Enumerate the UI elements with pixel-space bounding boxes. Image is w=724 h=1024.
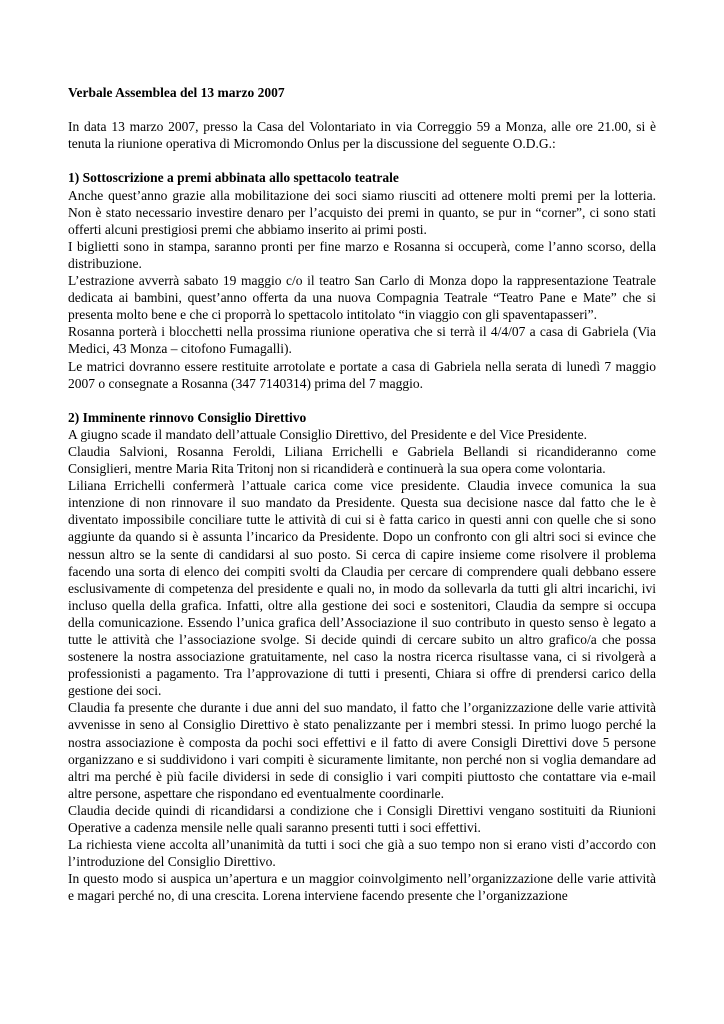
paragraph: In questo modo si auspica un’apertura e un maggior coinvolgimento nell’organizzazione delle varie attività e magari perché no, di una crescita. Lorena interviene facendo presente che l’organizzazione	[68, 871, 656, 904]
paragraph: L’estrazione avverrà sabato 19 maggio c/o il teatro San Carlo di Monza dopo la rappresentazione Teatrale dedicata ai bambini, quest’anno offerta da una nuova Compagnia Teatrale “Teatro Pane e Mate” che si presenta molto bene e che ci proporrà lo spettacolo intitolato “in viaggio con gli spaventapasseri”.	[68, 273, 656, 323]
paragraph: Rosanna porterà i blocchetti nella prossima riunione operativa che si terrà il 4/4/07 a casa di Gabriela (Via Medici, 43 Monza – citofono Fumagalli).	[68, 324, 656, 357]
paragraph: Claudia Salvioni, Rosanna Feroldi, Liliana Errichelli e Gabriela Bellandi si ricandideranno come Consiglieri, mentre Maria Rita Tritonj non si ricandiderà e continuerà la sua opera come volontaria.	[68, 443, 656, 477]
paragraph: Le matrici dovranno essere restituite arrotolate e portate a casa di Gabriela nella serata di lunedì 7 maggio 2007 o consegnate a Rosanna (347 7140314) prima del 7 maggio.	[68, 358, 656, 391]
document-page	[68, 84, 656, 922]
paragraph: I biglietti sono in stampa, saranno pronti per fine marzo e Rosanna si occuperà, come l’anno scorso, della distribuzione.	[68, 238, 656, 271]
paragraph: Anche quest’anno grazie alla mobilitazione dei soci siamo riusciti ad ottenere molti premi per la lotteria. Non è stato necessario investire denaro per l’acquisto dei premi in quanto, se pur in “corner”, ci sono stati offerti alcuni prestigiosi premi che abbiamo inserito ai primi posti.	[68, 187, 656, 237]
intro-paragraph: In data 13 marzo 2007, presso la Casa del Volontariato in via Correggio 59 a Monza, alle ore 21.00, si è tenuta la riunione operativa di Micromondo Onlus per la discussione del seguente O.D.G.:	[68, 119, 656, 152]
paragraph: Liliana Errichelli confermerà l’attuale carica come vice presidente. Claudia invece comunica la sua intenzione di non rinnovare il suo mandato da Presidente. Questa sua decisione nasce dal fatto che le è diventato impossibile conciliare tutte le attività di cui si è fatta carico in questi anni con quelle che si sono aggiunte da quando si è assunta l’incarico da Presidente. Dopo un confronto con gli altri soci si evince che nessun altro se la sente di candidarsi al suo posto. Si cerca di capire insieme come risolvere il problema facendo una sorta di elenco dei compiti svolti da Claudia per cercare di comprendere quali debbano essere esclusivamente di competenza del presidente e quali no, in modo da sollevarla da tutti gli altri incarichi, ivi incluso quella della grafica. Infatti, oltre alla gestione dei soci e sostenitori, Claudia da sempre si occupa della comunicazione. Essendo l’unica grafica dell’Associazione il suo contributo in questo senso è legato a tutte le attività che l’associazione svolge. Si decide quindi di cercare subito un altro grafico/a che possa sostenere la nostra associazione gratuitamente, nel caso la nostra ricerca risultasse vana, ci si rivolgerà a professionisti a pagamento. Tra l’approvazione di tutti i presenti, Chiara si offre di prendersi carico della gestione dei soci.	[68, 478, 656, 699]
section-1	[68, 169, 656, 391]
paragraph: Claudia fa presente che durante i due anni del suo mandato, il fatto che l’organizzazione delle varie attività avvenisse in seno al Consiglio Direttivo è stato penalizzante per i membri stessi. In primo luogo perché la nostra associazione è composta da pochi soci effettivi e il fatto di avere Consigli Direttivi dove 5 persone organizzano e si suddividono i vari compiti è sicuramente limitante, non perché non si voglia demandare ad altri ma perché è più facile dividersi in sede di consiglio i vari compiti piuttosto che contattare via e-mail altre persone, aspettare che rispondano ed eventualmente coordinarle.	[68, 700, 656, 801]
paragraph: La richiesta viene accolta all’unanimità da tutti i soci che già a suo tempo non si erano visti d’accordo con l’introduzione del Consiglio Direttivo.	[68, 837, 656, 870]
section-2	[68, 409, 656, 905]
section-heading: 1) Sottoscrizione a premi abbinata allo spettacolo teatrale	[68, 170, 399, 186]
section-heading: 2) Imminente rinnovo Consiglio Direttivo	[68, 409, 307, 425]
paragraph: Claudia decide quindi di ricandidarsi a condizione che i Consigli Direttivi vengano sostituiti da Riunioni Operative a cadenza mensile nelle quali saranno presenti tutti i soci effettivi.	[68, 802, 656, 836]
document-title: Verbale Assemblea del 13 marzo 2007	[68, 85, 285, 100]
paragraph: A giugno scade il mandato dell’attuale Consiglio Direttivo, del Presidente e del Vice Presidente.	[68, 426, 587, 442]
